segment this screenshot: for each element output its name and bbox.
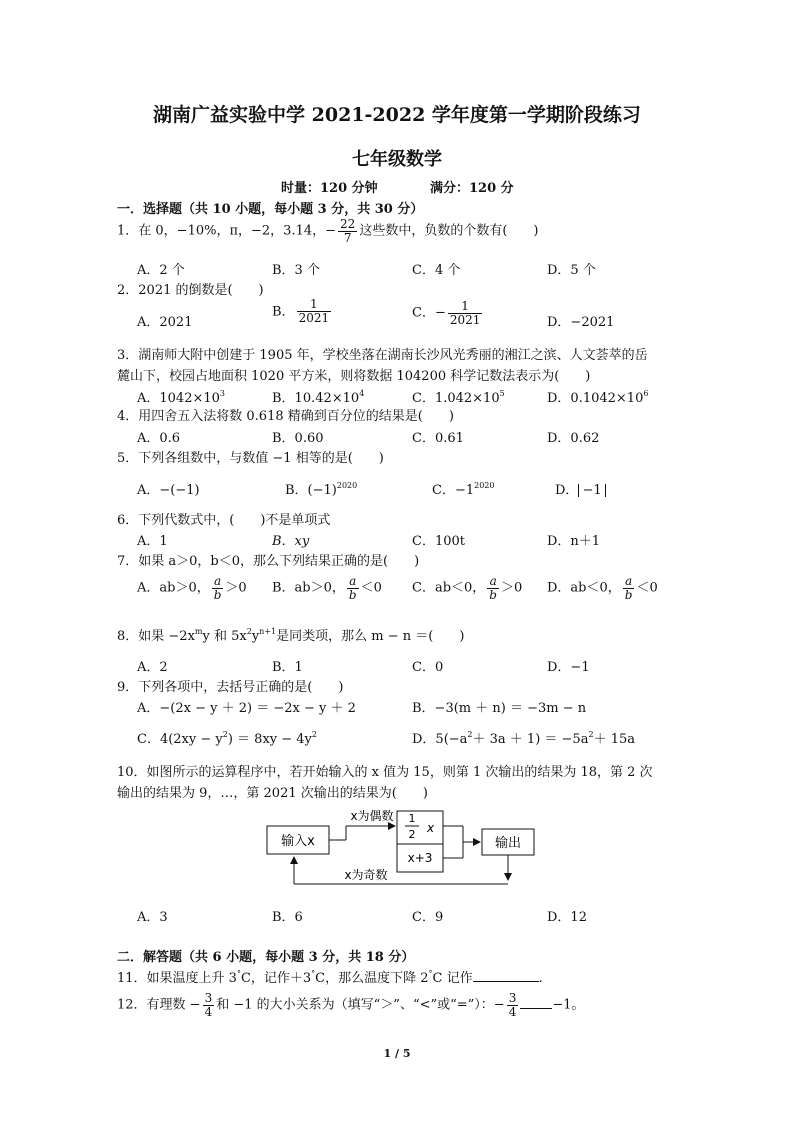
q2-option-d: D．−2021	[547, 315, 615, 330]
q9-option-a: A．−(2x − y ＋ 2) ＝ −2x − y ＋ 2	[137, 701, 356, 716]
q12-answer-blank[interactable]	[520, 996, 552, 1009]
q3-option-b: B．$10.42\times 10^4$	[272, 389, 365, 406]
flow-odd-label: x为奇数	[344, 868, 388, 882]
q11-answer-blank[interactable]	[473, 969, 539, 982]
q1-option-b: B．3 个	[272, 263, 320, 278]
q3-option-a: A．$1042\times 10^3$	[137, 389, 226, 406]
q4-option-d: D．0.62	[547, 431, 600, 446]
q5-option-c: C．$-1^{2020}$	[432, 481, 495, 498]
q6-option-d: D．n＋1	[547, 534, 601, 549]
q1-stem: 1．在 0，−10%，π，−2，3.14，− $\frac{22}{7}$ 这些数中，负数的个数有( )	[117, 217, 539, 245]
q4-option-b: B．0.60	[272, 431, 324, 446]
subject-title: 七年级数学	[352, 149, 442, 170]
q8-option-c: C．0	[412, 660, 444, 675]
q6-option-b: B．xy	[272, 534, 310, 549]
score-info: 满分：120 分	[430, 181, 514, 196]
q6-stem: 6．下列代数式中，( )不是单项式	[117, 513, 331, 528]
q4-stem: 4．用四舍五入法将数 0.618 精确到百分位的结果是( )	[117, 409, 454, 424]
q3-stem-line1: 3．湖南师大附中创建于 1905 年，学校坐落在湖南长沙风光秀丽的湘江之滨、人文荟萃的岳	[117, 348, 648, 363]
q4-option-c: C．0.61	[412, 431, 464, 446]
q8-option-a: A．2	[137, 660, 168, 675]
q2-option-b: B． $\frac{1}{2021}$	[272, 297, 330, 325]
q8-option-b: B．1	[272, 660, 303, 675]
q7-option-a: A．ab＞0， $\frac{a}{b}$ ＞0	[137, 574, 247, 602]
q3-option-d: D．$0.1042\times 10^6$	[547, 389, 649, 406]
q7-stem: 7．如果 a＞0，b＜0，那么下列结果正确的是( )	[117, 554, 420, 569]
q1-option-a: A．2 个	[137, 263, 185, 278]
q2-stem: 2．2021 的倒数是( )	[117, 283, 264, 298]
q3-stem-line2: 麓山下，校园占地面积 1020 平方米，则将数据 104200 科学记数法表示为( )	[117, 369, 591, 384]
q4-option-a: A．0.6	[137, 431, 181, 446]
flow-even-label: x为偶数	[350, 809, 394, 823]
q9-option-d: D．$5(-a^2+ 3a + 1) = -5a^2+ 15a$	[412, 730, 635, 747]
flow-output-label: 输出	[494, 836, 522, 851]
q3-option-c: C．$1.042\times 10^5$	[412, 389, 505, 406]
q9-option-c: C．$4(2xy - y^2) = 8xy - 4y^2$	[137, 730, 317, 747]
time-info: 时量：120 分钟	[281, 181, 378, 196]
q10-option-d: D．12	[547, 910, 587, 925]
q6-option-c: C．100t	[412, 534, 465, 549]
q1-option-d: D．5 个	[547, 263, 596, 278]
school-title: 湖南广益实验中学 2021-2022 学年度第一学期阶段练习	[153, 104, 641, 126]
page-number: 1 / 5	[383, 1047, 411, 1060]
q8-stem: 8．如果 $-2x^my$ 和 $5x^2y^{n+1}$是同类项，那么 m − n ＝( )	[117, 627, 465, 644]
q5-option-b: B．$(-1)^{2020}$	[285, 481, 358, 498]
q5-stem: 5．下列各组数中，与数值 −1 相等的是( )	[117, 451, 384, 466]
q1-fraction: $\frac{22}{7}$	[340, 217, 356, 245]
q2-option-a: A．2021	[137, 315, 193, 330]
q12-stem: 12．有理数 − $\frac{3}{4}$ 和 −1 的大小关系为（填写“＞”、“<”或“=”）：− $\frac{3}{4}$ −1。	[117, 991, 585, 1019]
q1-option-c: C．4 个	[412, 263, 461, 278]
flow-half-num: 1	[408, 812, 416, 825]
flow-half-box	[397, 811, 443, 844]
flow-plus3-label: x+3	[407, 851, 433, 865]
q10-stem-line2: 输出的结果为 9，…，第 2021 次输出的结果为( )	[117, 786, 428, 801]
q10-option-b: B．6	[272, 910, 303, 925]
q10-option-a: A．3	[137, 910, 168, 925]
section2-heading: 二．解答题（共 6 小题，每小题 3 分，共 18 分）	[117, 950, 415, 965]
q9-stem: 9．下列各项中，去括号正确的是( )	[117, 680, 344, 695]
q5-option-a: A．−(−1)	[137, 483, 200, 498]
flow-input-label: 输入x	[281, 834, 315, 849]
q8-option-d: D．−1	[547, 660, 590, 675]
q7-option-d: D．ab＜0， $\frac{a}{b}$ ＜0	[547, 574, 658, 602]
q10-option-c: C．9	[412, 910, 444, 925]
q11-stem: 11．如果温度上升 3°C，记作＋3°C，那么温度下降 2°C 记作 .	[117, 969, 543, 986]
q9-option-b: B．−3(m ＋ n) ＝ −3m − n	[412, 701, 587, 716]
q5-option-d: D． −1	[555, 479, 606, 498]
flow-half-var: x	[427, 821, 435, 835]
q6-option-a: A．1	[137, 534, 168, 549]
q10-stem-line1: 10．如图所示的运算程序中，若开始输入的 x 值为 15，则第 1 次输出的结果为 18，第 2 次	[117, 765, 653, 780]
flow-half-den: 2	[408, 828, 416, 841]
section1-heading: 一．选择题（共 10 小题，每小题 3 分，共 30 分）	[117, 202, 424, 217]
q7-option-b: B．ab＞0， $\frac{a}{b}$ ＜0	[272, 574, 382, 602]
q7-option-c: C．ab＜0， $\frac{a}{b}$ ＞0	[412, 574, 523, 602]
q2-option-c: C．− $\frac{1}{2021}$	[412, 299, 481, 327]
